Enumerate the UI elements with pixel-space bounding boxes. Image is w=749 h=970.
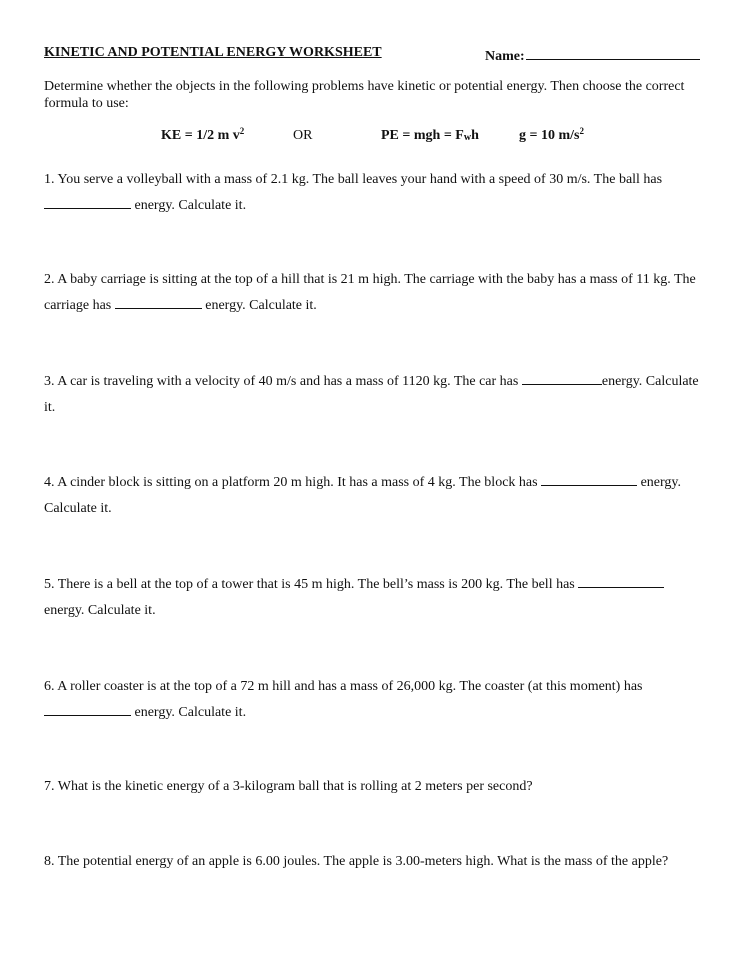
question-2 (44, 267, 708, 319)
question-text: A roller coaster is at the top of a 72 m hill and has a mass of 26,000 kg. The coaster (at this moment) has (57, 679, 643, 694)
question-5 (44, 572, 708, 624)
question-number: 3. (44, 374, 55, 389)
worksheet-title: KINETIC AND POTENTIAL ENERGY WORKSHEET (44, 45, 382, 60)
answer-blank[interactable] (44, 702, 131, 716)
question-1 (44, 167, 708, 219)
question-number: 6. (44, 679, 55, 694)
question-text: You serve a volleyball with a mass of 2.1 kg. The ball leaves your hand with a speed of 30 m/s. The ball has (57, 172, 663, 187)
name-blank-line[interactable] (526, 45, 700, 60)
pe-formula-end: h (471, 128, 479, 143)
ke-formula-text: KE = 1/2 m v (161, 128, 240, 143)
question-text: What is the kinetic energy of a 3-kilogram ball that is rolling at 2 meters per second? (57, 779, 533, 794)
question-3 (44, 369, 708, 421)
gravity-constant (519, 128, 584, 144)
question-6 (44, 674, 708, 726)
pe-formula-subscript: w (463, 132, 472, 143)
question-number: 7. (44, 779, 55, 794)
potential-energy-formula (381, 128, 479, 144)
answer-blank[interactable] (578, 574, 664, 588)
question-text: The potential energy of an apple is 6.00 joules. The apple is 3.00-meters high. What is the mass of the apple? (57, 854, 669, 869)
question-text: There is a bell at the top of a tower that is 45 m high. The bell’s mass is 200 kg. The bell has (57, 577, 575, 592)
question-text-end: energy. Calculate it. (134, 705, 247, 720)
question-4 (44, 470, 708, 522)
question-number: 1. (44, 172, 55, 187)
pe-formula-text: PE = mgh = F (381, 128, 464, 143)
question-number: 8. (44, 854, 55, 869)
answer-blank[interactable] (44, 195, 131, 209)
question-8 (44, 849, 708, 875)
instructions: Determine whether the objects in the following problems have kinetic or potential energy. Then choose the correct formula to use: (44, 79, 685, 111)
question-text-end: energy. Calculate it. (44, 475, 682, 516)
kinetic-energy-formula (161, 128, 244, 144)
answer-blank[interactable] (541, 472, 637, 486)
question-text-end: energy. Calculate it. (44, 603, 156, 618)
question-number: 5. (44, 577, 55, 592)
formula-or-separator: OR (293, 128, 313, 143)
question-text-end: energy. Calculate it. (205, 298, 317, 313)
answer-blank[interactable] (115, 295, 202, 309)
question-number: 4. (44, 475, 55, 490)
question-text: A car is traveling with a velocity of 40 m/s and has a mass of 1120 kg. The car has (57, 374, 519, 389)
answer-blank[interactable] (522, 371, 602, 385)
name-label: Name: (485, 49, 525, 64)
question-text-end: energy. Calculate it. (44, 374, 699, 415)
question-text: A baby carriage is sitting at the top of a hill that is 21 m high. The carriage with the baby has a mass of 11 kg. The carriage has (44, 272, 696, 313)
gravity-text: g = 10 m/s (519, 128, 580, 143)
question-7 (44, 774, 708, 800)
ke-formula-exponent: 2 (239, 126, 245, 136)
question-number: 2. (44, 272, 55, 287)
question-text-end: energy. Calculate it. (134, 198, 247, 213)
gravity-exponent: 2 (579, 126, 584, 136)
question-text: A cinder block is sitting on a platform 20 m high. It has a mass of 4 kg. The block has (57, 475, 538, 490)
name-field (485, 45, 700, 65)
